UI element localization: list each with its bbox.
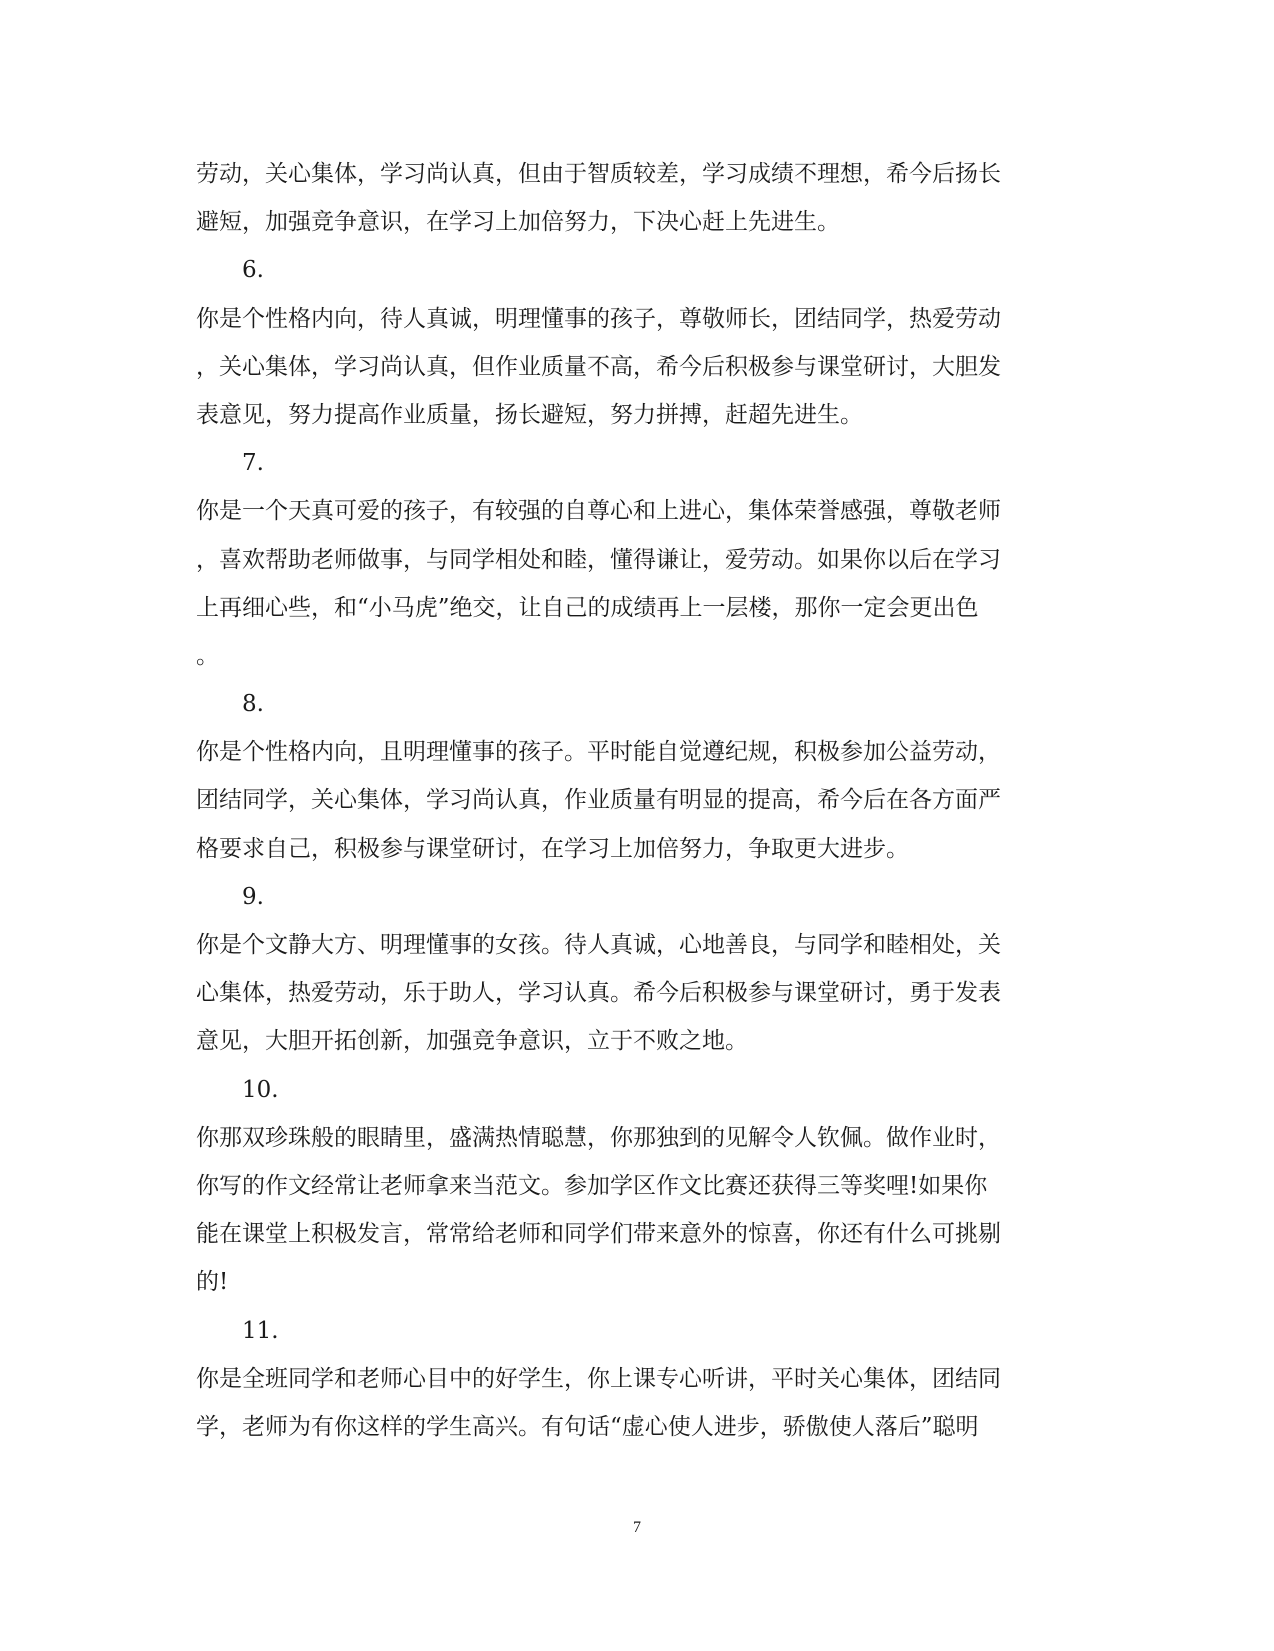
page-number: 7	[633, 1519, 641, 1536]
text-line: 你是个文静大方、明理懂事的女孩。待人真诚，心地善良，与同学和睦相处，关	[196, 932, 1001, 958]
item-number: 11.	[242, 1317, 279, 1344]
item-number: 10.	[242, 1076, 279, 1103]
text-line: 格要求自己，积极参与课堂研讨，在学习上加倍努力，争取更大进步。	[196, 835, 909, 862]
text-line: 意见，大胆开拓创新，加强竞争意识，立于不败之地。	[196, 1028, 748, 1055]
item-number: 7.	[242, 450, 264, 477]
text-line: 心集体，热爱劳动，乐于助人，学习认真。希今后积极参与课堂研讨，勇于发表	[196, 980, 1001, 1007]
text-line: 你那双珍珠般的眼睛里，盛满热情聪慧，你那独到的见解令人钦佩。做作业时，	[196, 1124, 1001, 1151]
text-line: 劳动，关心集体，学习尚认真，但由于智质较差，学习成绩不理想，希今后扬长	[196, 161, 1001, 187]
text-line: 团结同学，关心集体，学习尚认真，作业质量有明显的提高，希今后在各方面严	[196, 787, 1001, 814]
text-line: 表意见，努力提高作业质量，扬长避短，努力拼搏，赶超先进生。	[196, 401, 863, 428]
item-number: 9.	[242, 883, 264, 910]
text-line: 你是全班同学和老师心目中的好学生，你上课专心听讲，平时关心集体，团结同	[196, 1365, 1001, 1392]
page-body	[196, 150, 1076, 1451]
text-line: 你是一个天真可爱的孩子，有较强的自尊心和上进心，集体荣誉感强，尊敬老师	[196, 498, 1001, 525]
item-number: 6.	[242, 257, 264, 284]
text-line: 你是个性格内向，且明理懂事的孩子。平时能自觉遵纪规，积极参加公益劳动，	[196, 739, 1001, 766]
text-line: 你写的作文经常让老师拿来当范文。参加学区作文比赛还获得三等奖哩!如果你	[196, 1172, 988, 1199]
text-line: 上再细心些，和“小马虎”绝交，让自己的成绩再上一层楼，那你一定会更出色	[196, 594, 979, 621]
text-line: 避短，加强竞争意识，在学习上加倍努力，下决心赶上先进生。	[196, 209, 840, 236]
text-line: ，喜欢帮助老师做事，与同学相处和睦，懂得谦让，爱劳动。如果你以后在学习	[196, 546, 1001, 573]
text-line: ，关心集体，学习尚认真，但作业质量不高，希今后积极参与课堂研讨，大胆发	[196, 353, 1001, 380]
text-line: 的!	[196, 1269, 229, 1296]
item-number: 8.	[242, 691, 264, 718]
text-line: 。	[196, 642, 219, 669]
text-line: 学，老师为有你这样的学生高兴。有句话“虚心使人进步，骄傲使人落后”聪明	[196, 1413, 979, 1440]
text-line: 能在课堂上积极发言，常常给老师和同学们带来意外的惊喜，你还有什么可挑剔	[196, 1221, 1001, 1248]
text-line: 你是个性格内向，待人真诚，明理懂事的孩子，尊敬师长，团结同学，热爱劳动	[196, 305, 1001, 332]
